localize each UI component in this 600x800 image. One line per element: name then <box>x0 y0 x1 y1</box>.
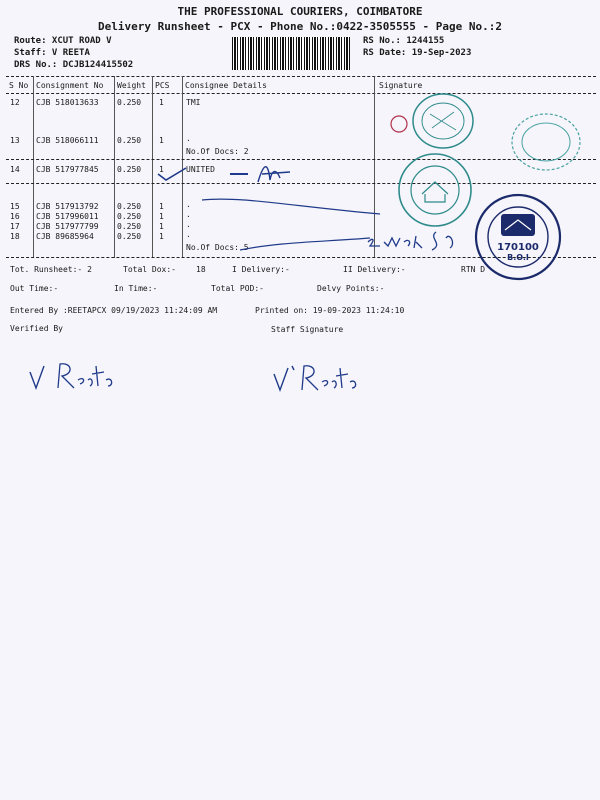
cell-pcs: 1 <box>159 136 164 145</box>
cell-sno: 14 <box>10 165 20 174</box>
docs-count: No.Of Docs: 5 <box>186 243 249 252</box>
svg-text:170100: 170100 <box>497 242 539 253</box>
printed-on: Printed on: 19-09-2023 11:24:10 <box>255 306 405 315</box>
total-runsheet: Tot. Runsheet:- 2 <box>10 265 92 274</box>
verified-by-label: Verified By <box>10 324 63 333</box>
col-divider <box>33 76 34 258</box>
cell-sno: 16 <box>10 212 20 221</box>
cell-details: UNITED <box>186 165 215 174</box>
cell-consignment: CJB 518066111 <box>36 136 99 145</box>
cell-consignment: CJB 517913792 <box>36 202 99 211</box>
i-delivery: I Delivery:- <box>232 265 290 274</box>
staff-signature-label: Staff Signature <box>271 325 344 334</box>
col-divider <box>114 76 115 258</box>
cell-weight: 0.250 <box>117 98 142 107</box>
entered-by: Entered By :REETAPCX 09/19/2023 11:24:09 AM <box>10 306 218 315</box>
cell-sno: 15 <box>10 202 20 211</box>
cell-consignment: CJB 517977799 <box>36 222 99 231</box>
route-label: Route: XCUT ROAD V <box>14 36 112 46</box>
cell-weight: 0.250 <box>117 212 142 221</box>
runsheet-subtitle: Delivery Runsheet - PCX - Phone No.:0422-3505555 - Page No.:2 <box>98 20 502 33</box>
rs-date: RS Date: 19-Sep-2023 <box>363 48 472 58</box>
cell-sno: 12 <box>10 98 20 107</box>
cell-details: . <box>186 200 191 209</box>
col-header-consignment: Consignment No <box>36 81 104 90</box>
cell-weight: 0.250 <box>117 222 142 231</box>
cell-consignment: CJB 517977845 <box>36 165 99 174</box>
cell-details: . <box>186 230 191 239</box>
cell-details: . <box>186 134 191 143</box>
cell-pcs: 1 <box>159 212 164 221</box>
verified-by-signature <box>28 358 118 392</box>
company-title: THE PROFESSIONAL COURIERS, COIMBATORE <box>177 5 423 18</box>
cell-pcs: 1 <box>159 98 164 107</box>
checkmark-signature <box>150 160 300 190</box>
drs-number: DRS No.: DCJB124415502 <box>14 60 134 70</box>
cell-sno: 17 <box>10 222 20 231</box>
cell-consignment: CJB 518013633 <box>36 98 99 107</box>
cell-weight: 0.250 <box>117 232 142 241</box>
cell-weight: 0.250 <box>117 202 142 211</box>
total-dox-value: 18 <box>196 265 206 274</box>
rs-number: RS No.: 1244155 <box>363 36 445 46</box>
col-header-pcs: PCS <box>155 81 170 90</box>
staff-label: Staff: V REETA <box>14 48 90 58</box>
rtn-delivery: RTN D <box>461 265 486 274</box>
cell-sno: 18 <box>10 232 20 241</box>
ii-delivery: II Delivery:- <box>343 265 406 274</box>
table-top-rule <box>6 76 596 77</box>
svg-text:B.O.I: B.O.I <box>507 253 529 262</box>
cell-pcs: 1 <box>159 222 164 231</box>
cell-consignment: CJB 89685964 <box>36 232 94 241</box>
cell-pcs: 1 <box>159 165 164 174</box>
in-time: In Time:- <box>114 284 158 293</box>
cell-sno: 13 <box>10 136 20 145</box>
docs-count: No.Of Docs: 2 <box>186 147 249 156</box>
col-header-weight: Weight <box>117 81 146 90</box>
delivery-points: Delvy Points:- <box>317 284 385 293</box>
row-separator <box>6 183 596 184</box>
col-header-signature: Signature <box>379 81 423 90</box>
table-header-rule <box>6 93 596 94</box>
small-red-mark <box>388 113 410 135</box>
cell-consignment: CJB 517996011 <box>36 212 99 221</box>
col-header-sno: S No <box>9 81 29 90</box>
cell-details: TMI <box>186 98 201 107</box>
col-header-consignee: Consignee Details <box>185 81 267 90</box>
total-dox-label: Total Dox:- <box>123 265 176 274</box>
cell-weight: 0.250 <box>117 165 142 174</box>
cell-details: . <box>186 210 191 219</box>
bank-seal-stamp <box>408 90 478 152</box>
out-time: Out Time:- <box>10 284 59 293</box>
barcode <box>232 37 350 70</box>
cell-weight: 0.250 <box>117 136 142 145</box>
cell-pcs: 1 <box>159 232 164 241</box>
cell-details: . <box>186 220 191 229</box>
cell-pcs: 1 <box>159 202 164 211</box>
property-hub-stamp <box>394 150 476 230</box>
staff-signature <box>272 360 372 394</box>
insurance-company-stamp <box>473 192 563 282</box>
total-pod: Total POD:- <box>211 284 264 293</box>
insurance-seal-stamp <box>506 110 586 174</box>
